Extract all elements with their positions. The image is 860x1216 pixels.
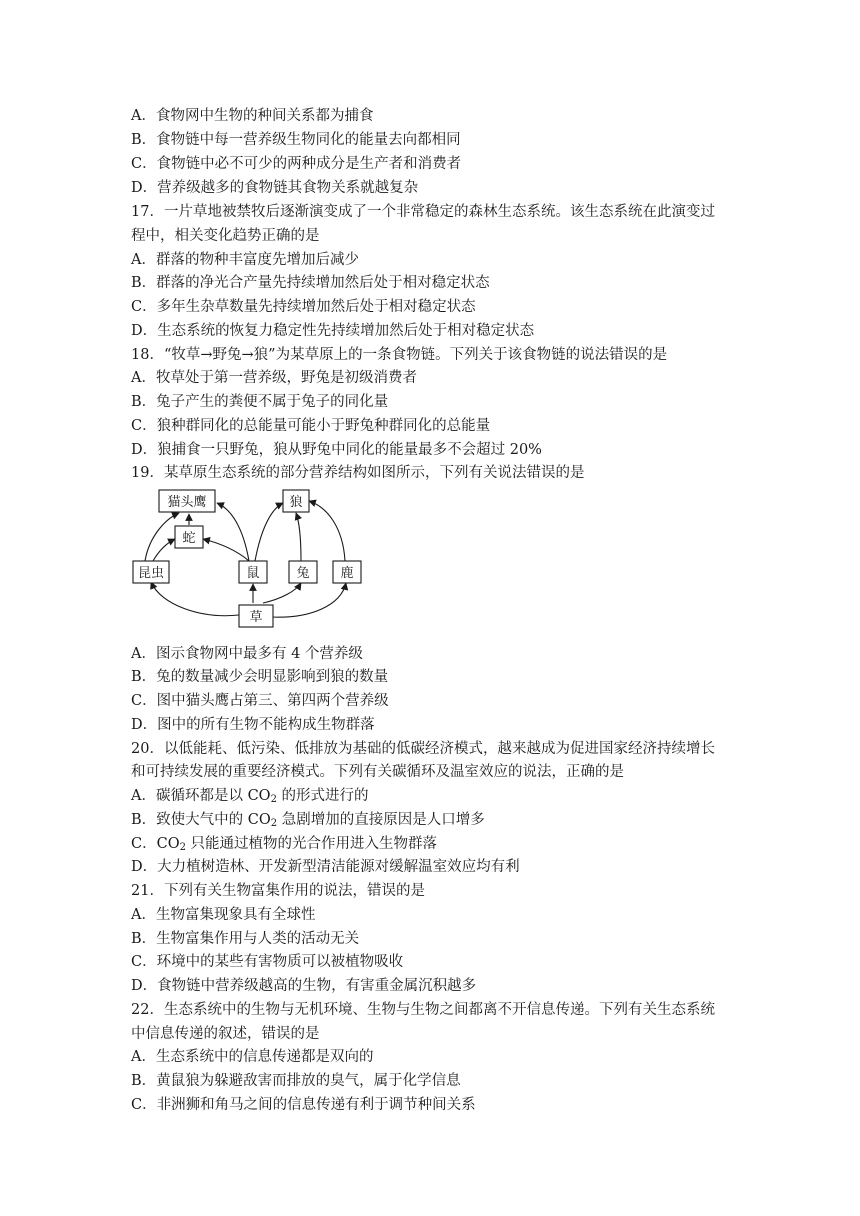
node-owl-label: 猫头鹰: [167, 495, 207, 510]
q17-option-b: B．群落的净光合产量先持续增加然后处于相对稳定状态: [131, 275, 490, 291]
node-rabbit-label: 兔: [296, 566, 310, 581]
node-grass-label: 草: [249, 610, 263, 625]
q20-stem-line2: 和可持续发展的重要经济模式。下列有关碳循环及温室效应的说法，正确的是: [131, 764, 624, 780]
node-deer-label: 鹿: [340, 566, 354, 581]
q18-stem: 18．“牧草→野兔→狼”为某草原上的一条食物链。下列关于该食物链的说法错误的是: [131, 347, 668, 363]
q17-stem-line2: 程中，相关变化趋势正确的是: [131, 228, 320, 244]
q21-option-d: D．食物链中营养级越高的生物，有害重金属沉积越多: [131, 978, 477, 994]
q18-option-a: A．牧草处于第一营养级，野兔是初级消费者: [131, 370, 417, 386]
q17-option-c: C．多年生杂草数量先持续增加然后处于相对稳定状态: [131, 299, 476, 315]
q17-stem-line1: 17．一片草地被禁牧后逐渐演变成了一个非常稳定的森林生态系统。该生态系统在此演变过: [131, 204, 715, 220]
q22-option-a: A．生态系统中的信息传递都是双向的: [131, 1049, 374, 1065]
q16-option-b: B．食物链中每一营养级生物同化的能量去向都相同: [131, 132, 461, 148]
q17-option-a: A．群落的物种丰富度先增加后减少: [131, 252, 359, 268]
q21-option-c: C．环境中的某些有害物质可以被植物吸收: [131, 954, 404, 970]
q19-stem: 19．某草原生态系统的部分营养结构如图所示，下列有关说法错误的是: [131, 465, 585, 481]
q20-option-a: A．碳循环都是以 $CO_2$ 的形式进行的: [131, 788, 369, 805]
q22-stem-line2: 中信息传递的叙述，错误的是: [131, 1026, 320, 1042]
q20-option-d: D．大力植树造林、开发新型清洁能源对缓解温室效应均有利: [131, 859, 520, 875]
node-wolf-label: 狼: [289, 495, 303, 510]
q22-stem-line1: 22．生态系统中的生物与无机环境、生物与生物之间都离不开信息传递。下列有关生态系统: [131, 1002, 715, 1018]
q21-option-a: A．生物富集现象具有全球性: [131, 907, 316, 923]
q16-option-c: C．食物链中必不可少的两种成分是生产者和消费者: [131, 156, 462, 172]
q21-option-b: B．生物富集作用与人类的活动无关: [131, 931, 360, 947]
q18-option-c: C．狼种群同化的总能量可能小于野兔种群同化的总能量: [131, 418, 491, 434]
q22-option-b: B．黄鼠狼为躲避敌害而排放的臭气，属于化学信息: [131, 1073, 461, 1089]
q16-option-d: D．营养级越多的食物链其食物关系就越复杂: [131, 180, 419, 196]
q18-option-b: B．兔子产生的粪便不属于兔子的同化量: [131, 394, 389, 410]
q19-option-c: C．图中猫头鹰占第三、第四两个营养级: [131, 693, 389, 709]
q21-stem: 21．下列有关生物富集作用的说法，错误的是: [131, 883, 425, 899]
q19-option-a: A．图示食物网中最多有 4 个营养级: [131, 646, 363, 662]
q20-option-b: B．致使大气中的 $CO_2$ 急剧增加的直接原因是人口增多: [131, 812, 485, 829]
node-snake-label: 蛇: [182, 531, 196, 546]
q20-option-c: C．$CO_2$ 只能通过植物的光合作用进入生物群落: [131, 836, 438, 853]
q19-option-b: B．兔的数量减少会明显影响到狼的数量: [131, 669, 389, 685]
q17-option-d: D．生态系统的恢复力稳定性先持续增加然后处于相对稳定状态: [131, 323, 535, 339]
node-mouse-label: 鼠: [246, 566, 260, 581]
q16-option-a: A．食物网中生物的种间关系都为捕食: [131, 108, 374, 124]
food-web-arrows: [145, 501, 346, 617]
q20-stem-line1: 20．以低能耗、低污染、低排放为基础的低碳经济模式，越来越成为促进国家经济持续增长: [131, 741, 715, 757]
food-web-diagram: [131, 487, 371, 629]
node-insect-label: 昆虫: [137, 566, 165, 581]
q19-option-d: D．图中的所有生物不能构成生物群落: [131, 717, 375, 733]
q22-option-c: C．非洲狮和角马之间的信息传递有利于调节种间关系: [131, 1097, 476, 1113]
q18-option-d: D．狼捕食一只野兔，狼从野兔中同化的能量最多不会超过 20%: [131, 442, 542, 458]
